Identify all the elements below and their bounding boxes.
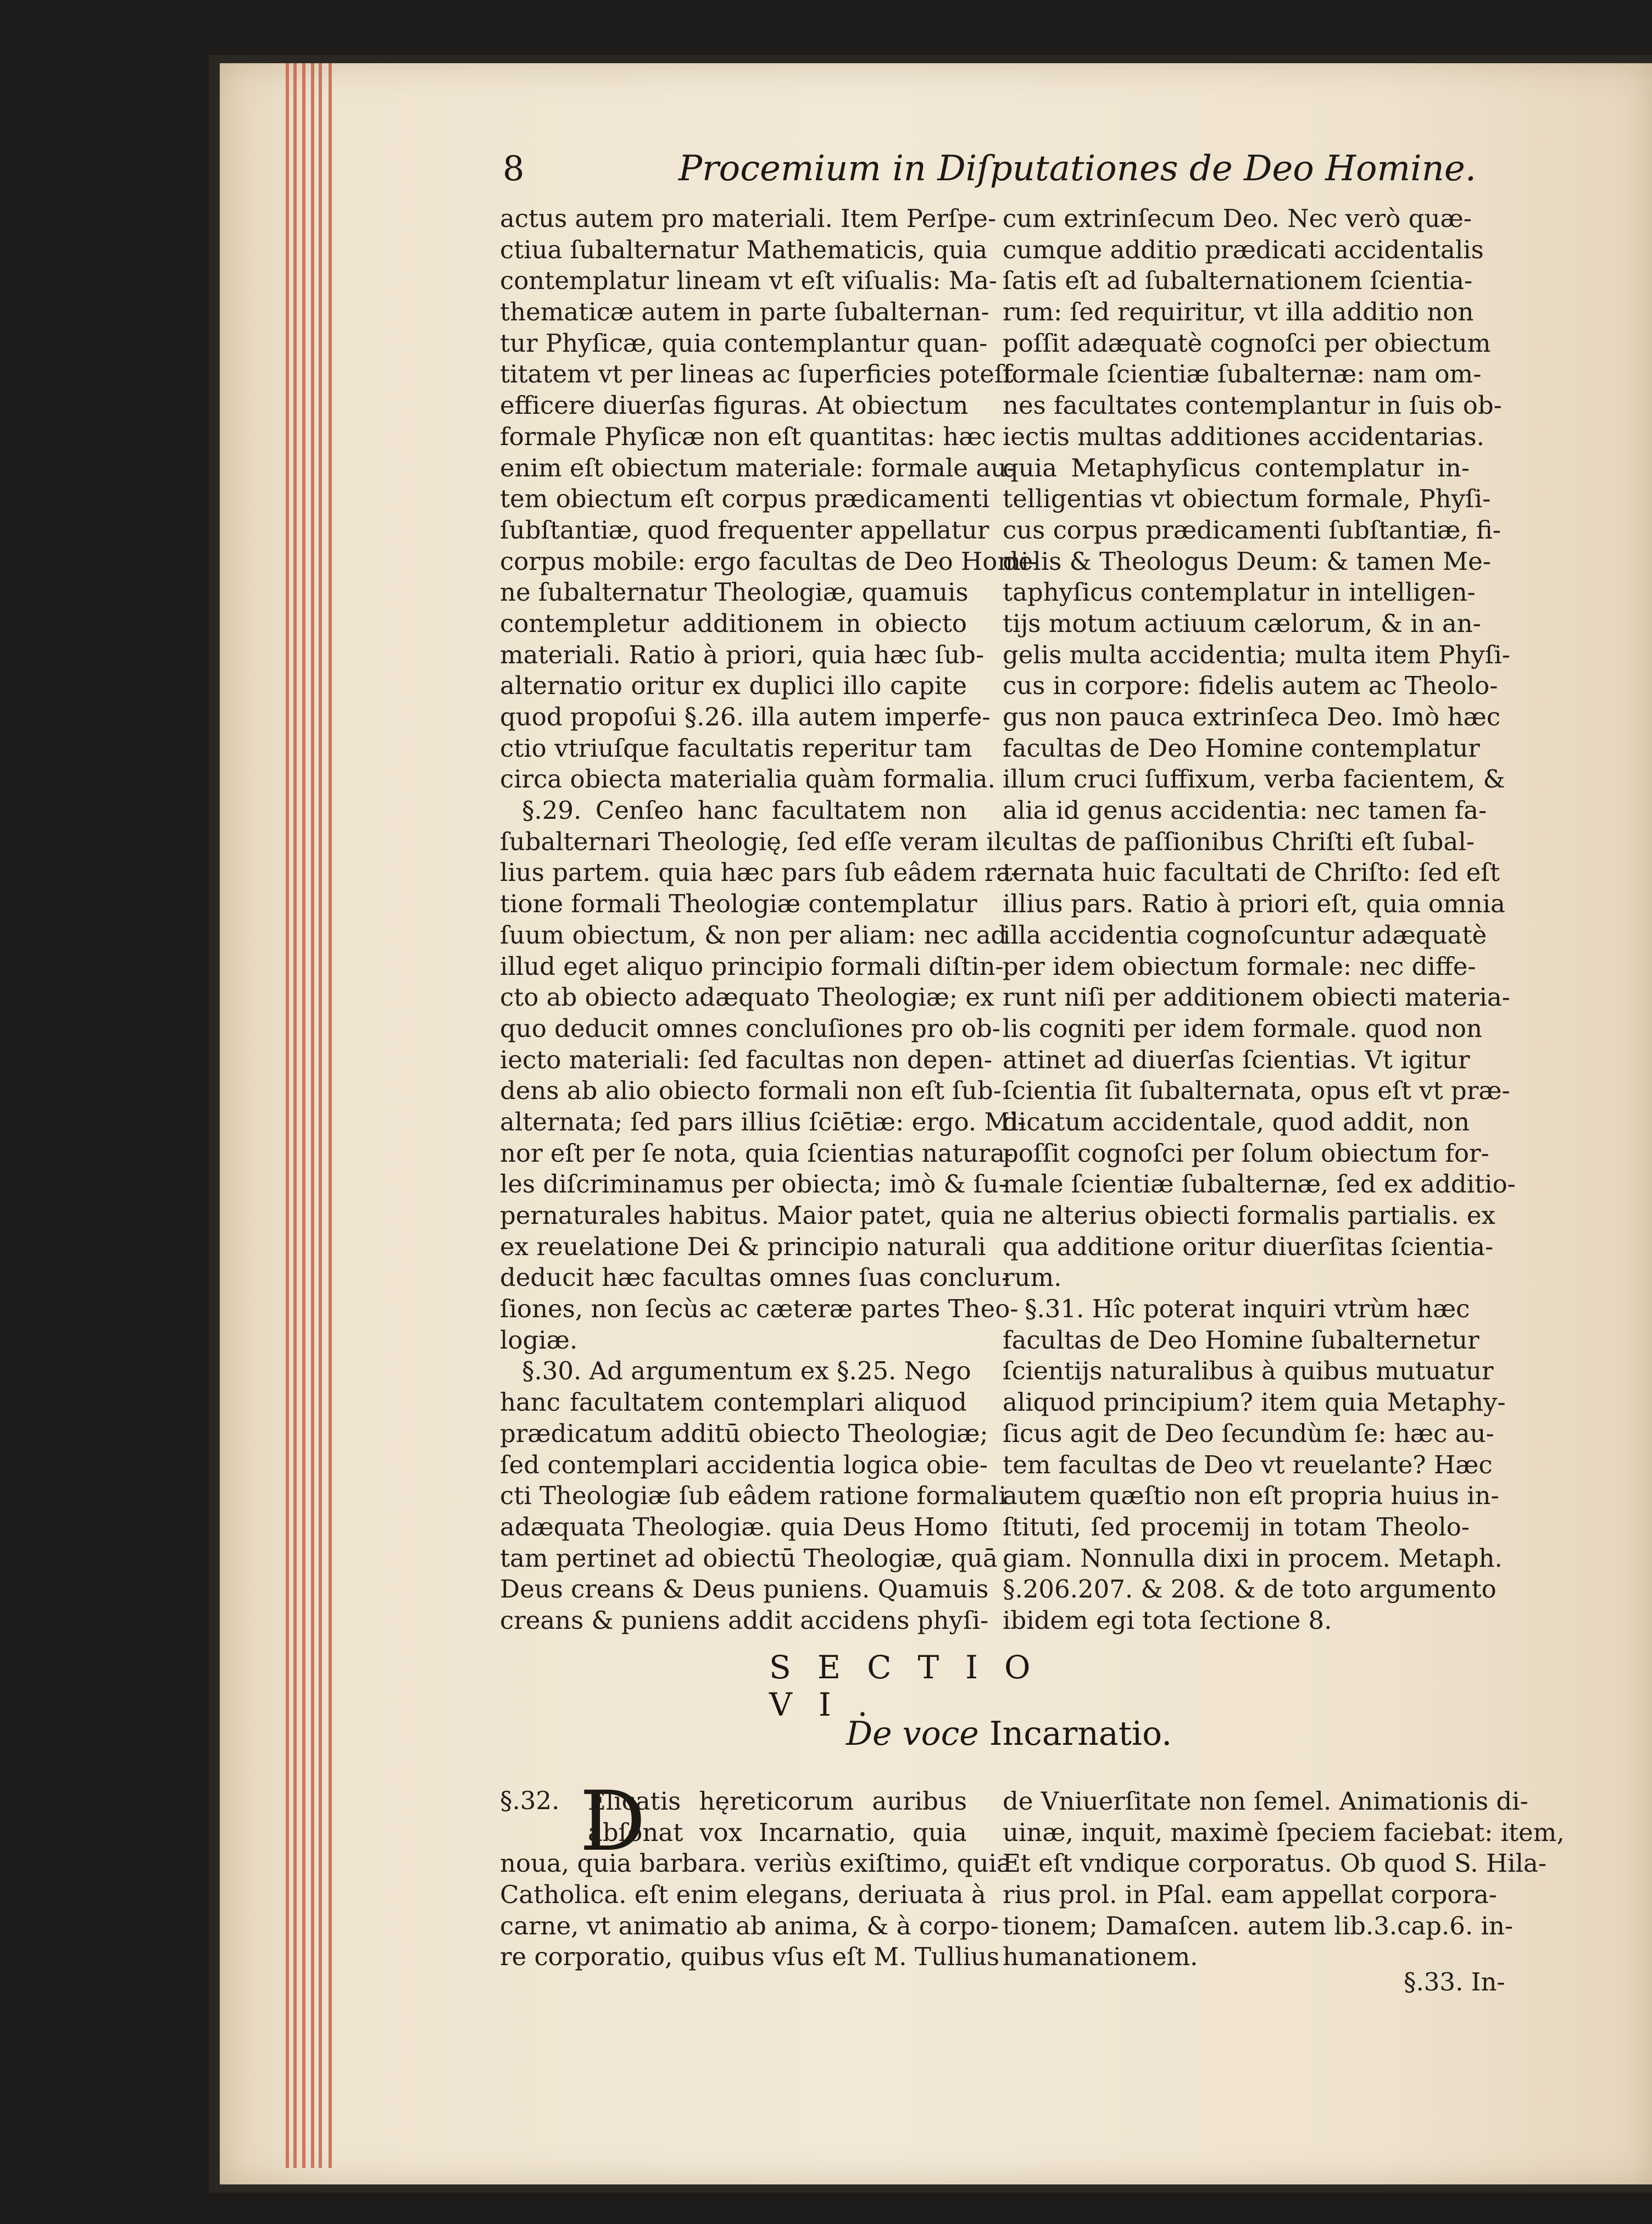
catchword: §.33. In- [1404, 1967, 1505, 1996]
text-line: tionem; Damaſcen. autem lib.3.cap.6. in- [1003, 1911, 1514, 1940]
text-line: rius prol. in Pſal. eam appellat corpora- [1003, 1880, 1497, 1910]
text-line: ſed contemplari accidentia logica obie- [500, 1450, 988, 1479]
text-line: logiæ. [500, 1325, 578, 1355]
text-line: noua, quia barbara. veriùs exiſtimo, quia [500, 1849, 1011, 1878]
text-line: lis cogniti per idem formale. quod non [1003, 1013, 1482, 1043]
text-line: cum extrinſecum Deo. Nec verò quæ- [1003, 204, 1472, 233]
text-line: ſicus agit de Deo ſecundùm ſe: hæc au- [1003, 1418, 1494, 1448]
text-line: ſatis eſt ad ſubalternationem ſcientia- [1003, 266, 1473, 296]
text-line: dens ab alio obiecto formali non eſt ſub- [500, 1076, 1002, 1106]
text-line: per idem obiectum formale: nec diffe- [1003, 951, 1476, 981]
text-line: hanc facultatem contemplari aliquod [500, 1388, 967, 1417]
text-line: re corporatio, quibus vſus eſt M. Tullius [500, 1942, 1000, 1972]
text-line: Et eſt vndique corporatus. Ob quod S. Hila- [1003, 1849, 1547, 1878]
text-line: aliquod principium? item quia Metaphy- [1003, 1388, 1506, 1417]
text-line: taphyſicus contemplatur in intelligen- [1003, 578, 1476, 607]
text-line: efficere diuerſas figuras. At obiectum [500, 391, 969, 420]
page-header [497, 148, 1486, 198]
text-line: alternata; ſed pars illius ſciētiæ: ergo. Mi- [500, 1107, 1026, 1136]
text-line: ne alterius obiecti formalis partialis. ex [1003, 1201, 1495, 1230]
text-line: actus autem pro materiali. Item Perſpe- [500, 204, 997, 233]
text-line: Catholica. eſt enim elegans, deriuata à [500, 1880, 986, 1910]
text-line: ſubalternari Theologię, ſed eſſe veram il- [500, 827, 1011, 856]
text-line: tione formali Theologiæ contemplatur [500, 889, 977, 919]
text-line: Elicatis hęreticorum auribus [588, 1787, 967, 1816]
text-line: de Vniuerſitate non ſemel. Animationis di- [1003, 1787, 1528, 1816]
text-line: corpus mobile: ergo facultas de Deo Homi- [500, 546, 1037, 576]
text-line: ſiones, non ſecùs ac cæteræ partes Theo- [500, 1294, 1019, 1324]
subheading-italic: De voce [846, 1715, 979, 1753]
text-line: qua additione oritur diuerſitas ſcientia- [1003, 1232, 1494, 1261]
text-line: cto ab obiecto adæquato Theologiæ; ex [500, 983, 994, 1012]
text-line: titatem vt per lineas ac ſuperficies poteſt [500, 359, 1014, 389]
subheading-roman: Incarnatio. [989, 1715, 1172, 1753]
text-line: cus in corpore: fidelis autem ac Theolo- [1003, 671, 1498, 701]
text-line: tur Phyſicæ, quia contemplantur quan- [500, 328, 988, 358]
text-line: §.31. Hîc poterat inquiri vtrùm hæc [1025, 1294, 1470, 1324]
section-subheading [846, 1715, 1231, 1753]
text-line: ctiua ſubalternatur Mathematicis, quia [500, 235, 988, 264]
text-line: illum cruci ſuffixum, verba facientem, & [1003, 764, 1505, 794]
text-line: tam pertinet ad obiectū Theologiæ, quā [500, 1543, 998, 1573]
bottom-left-column [500, 1774, 1011, 1973]
page-number: 8 [503, 148, 525, 188]
section-heading: SECTIO VI. [769, 1649, 1057, 1723]
text-line: illud eget aliquo principio formali diſtin- [500, 951, 1004, 981]
text-line: ne ſubalternatur Theologiæ, quamuis [500, 578, 969, 607]
text-line: tijs motum actiuum cælorum, & in an- [1003, 608, 1481, 638]
text-line: ctio vtriuſque facultatis reperitur tam [500, 733, 972, 763]
text-line: materiali. Ratio à priori, quia hæc ſub- [500, 640, 984, 669]
text-line: quia Metaphyſicus contemplatur in- [1003, 453, 1470, 482]
text-line: deducit hæc facultas omnes ſuas conclu- [500, 1263, 1010, 1293]
text-line: ſtituti, ſed procemij in totam Theolo- [1003, 1512, 1470, 1541]
text-line: enim eſt obiectum materiale: formale au- [500, 453, 1015, 482]
text-line: thematicæ autem in parte ſubalternan- [500, 297, 989, 327]
text-line: ex reuelatione Dei & principio naturali [500, 1232, 986, 1261]
drop-capital: D [580, 1774, 646, 1870]
text-line: ternata huic facultati de Chriſto: ſed eſt [1003, 858, 1500, 888]
text-line: ſcientijs naturalibus à quibus mutuatur [1003, 1356, 1494, 1386]
text-line: uinæ, inquit, maximè ſpeciem faciebat: item, [1003, 1817, 1565, 1847]
text-line: autem quæſtio non eſt propria huius in- [1003, 1481, 1499, 1511]
text-line: telligentias vt obiectum formale, Phyſi- [1003, 484, 1491, 514]
text-line: runt niſi per additionem obiecti materia- [1003, 983, 1510, 1012]
text-line: Deus creans & Deus puniens. Quamuis [500, 1574, 989, 1604]
text-line: iectis multas additiones accidentarias. [1003, 421, 1484, 451]
text-line: rum: ſed requiritur, vt illa additio non [1003, 297, 1474, 327]
text-line: cultas de paſſionibus Chriſti eſt ſubal- [1003, 827, 1475, 856]
right-column [1003, 203, 1516, 1637]
text-line: pernaturales habitus. Maior patet, quia [500, 1201, 995, 1230]
text-line: creans & puniens addit accidens phyſi- [500, 1605, 989, 1635]
text-line: formale Phyſicæ non eſt quantitas: hæc [500, 421, 996, 451]
text-line: quod propoſui §.26. illa autem imperfe- [500, 702, 991, 731]
text-line: §.30. Ad argumentum ex §.25. Nego [522, 1356, 971, 1386]
running-title: Procemium in Diſputationes de Deo Homine. [678, 148, 1477, 189]
bottom-right-column [1003, 1786, 1565, 1973]
text-line: ſcientia ſit ſubalternata, opus eſt vt præ- [1003, 1076, 1510, 1106]
text-line: alternatio oritur ex duplici illo capite [500, 671, 967, 701]
text-line: attinet ad diuerſas ſcientias. Vt igitur [1003, 1045, 1470, 1074]
text-line: giam. Nonnulla dixi in procem. Metaph. [1003, 1543, 1503, 1573]
text-line: facultas de Deo Homine ſubalternetur [1003, 1325, 1479, 1355]
text-line: rum. [1003, 1263, 1062, 1293]
text-line: delis & Theologus Deum: & tamen Me- [1003, 546, 1491, 576]
text-line: adæquata Theologiæ. quia Deus Homo [500, 1512, 988, 1541]
text-line: cti Theologiæ ſub eâdem ratione formali [500, 1481, 1006, 1511]
text-line: §.206.207. & 208. & de toto argumento [1003, 1574, 1497, 1604]
text-line: poſſit cognoſci per ſolum obiectum for- [1003, 1138, 1489, 1168]
text-line: illa accidentia cognoſcuntur adæquatè [1003, 920, 1487, 950]
text-line: formale ſcientiæ ſubalternæ: nam om- [1003, 359, 1482, 389]
text-line: §.29. Cenſeo hanc facultatem non [522, 796, 967, 825]
text-line: circa obiecta materialia quàm formalia. [500, 764, 995, 794]
text-line: poſſit adæquatè cognoſci per obiectum [1003, 328, 1491, 358]
text-line: iecto materiali: ſed facultas non depen- [500, 1045, 993, 1074]
text-line: ibidem egi tota ſectione 8. [1003, 1605, 1332, 1635]
text-line: contempletur additionem in obiecto [500, 608, 967, 638]
text-line: tem obiectum eſt corpus prædicamenti [500, 484, 990, 514]
text-line: prædicatum additū obiecto Theologiæ; [500, 1418, 988, 1448]
text-line: ſuum obiectum, & non per aliam: nec ad [500, 920, 1007, 950]
text-line: male ſcientiæ ſubalternæ, ſed ex additio- [1003, 1169, 1516, 1199]
text-line: alia id genus accidentia: nec tamen fa- [1003, 796, 1487, 825]
text-line: gus non pauca extrinſeca Deo. Imò hæc [1003, 702, 1501, 731]
text-line: humanationem. [1003, 1942, 1198, 1972]
text-line: gelis multa accidentia; multa item Phyſi- [1003, 640, 1510, 669]
text-line: nes facultates contemplantur in ſuis ob- [1003, 391, 1502, 420]
page-fore-edge [286, 63, 335, 2168]
text-line: facultas de Deo Homine contemplatur [1003, 733, 1480, 763]
text-line: contemplatur lineam vt eſt viſualis: Ma- [500, 266, 997, 296]
text-line: carne, vt animatio ab anima, & à corpo- [500, 1911, 999, 1940]
text-line: cus corpus prædicamenti ſubſtantiæ, fi- [1003, 515, 1501, 545]
text-line: quo deducit omnes concluſiones pro ob- [500, 1013, 1000, 1043]
text-line: tem facultas de Deo vt reuelante? Hæc [1003, 1450, 1493, 1479]
text-line: cumque additio prædicati accidentalis [1003, 235, 1484, 264]
paragraph-mark: §.32. [500, 1786, 560, 1815]
text-line: les diſcriminamus per obiecta; imò & ſu- [500, 1169, 1007, 1199]
text-line: dicatum accidentale, quod addit, non [1003, 1107, 1470, 1136]
text-line: ſubſtantiæ, quod frequenter appellatur [500, 515, 989, 545]
text-line: abſonat vox Incarnatio, quia [588, 1817, 967, 1847]
text-line: lius partem. quia hæc pars ſub eâdem ra- [500, 858, 1020, 888]
text-line: illius pars. Ratio à priori eſt, quia omnia [1003, 889, 1505, 919]
text-line: nor eſt per ſe nota, quia ſcientias natura- [500, 1138, 1014, 1168]
